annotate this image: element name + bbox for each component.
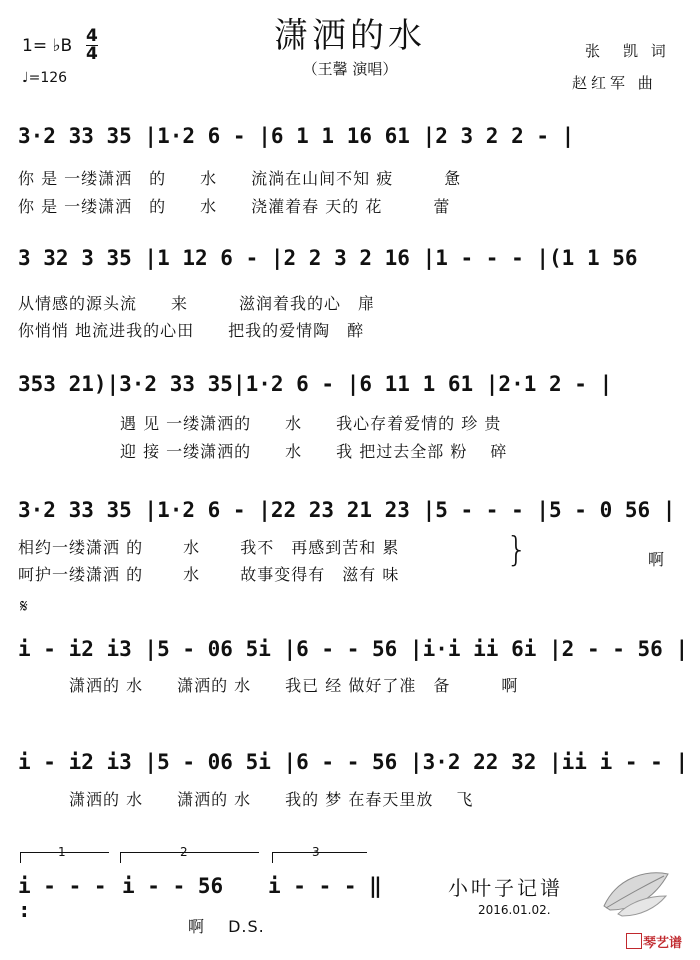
lyrics-3b: 迎 接 一缕潇洒的 水 我 把过去全部 粉 碎 (18, 442, 508, 461)
time-sig-bottom: 4 (86, 44, 98, 64)
transcriber-signature: 小叶子记谱 (448, 876, 563, 900)
volta-bracket-2 (120, 852, 259, 863)
score-line-7-ending-3: i - - - ‖ (268, 874, 382, 898)
lyricist-credit: 张 凯 词 (585, 42, 670, 60)
score-line-5: i - i2 i3 |5 - 06 5i |6 - - 56 |i·i ii 6i |2 - - 56 | (18, 637, 689, 661)
performer: （王馨 演唱） (302, 60, 398, 78)
lyrics-4b: 呵护一缕潇洒 的 水 故事变得有 滋有 味 (18, 565, 400, 584)
lyrics-4a: 相约一缕潇洒 的 水 我不 再感到苦和 累 (18, 538, 400, 557)
lyric-brace: } (506, 530, 528, 570)
volta-number-2: 2 (180, 845, 188, 859)
lyrics-2a: 从情感的源头流 来 滋润着我的心 扉 (18, 294, 376, 313)
time-signature (86, 28, 98, 63)
tempo-mark: ♩=126 (22, 70, 68, 86)
score-line-7-ending-1: i - - - : (18, 874, 107, 922)
time-sig-top: 4 (86, 26, 98, 46)
transcription-date: 2016.01.02. (478, 903, 551, 917)
score-line-2: 3 32 3 35 |1 12 6 - |2 2 3 2 16 |1 - - - |(1 1 56 (18, 246, 638, 270)
volta-number-1: 1 (58, 845, 66, 859)
lyrics-1a: 你 是 一缕潇洒 的 水 流淌在山间不知 疲 惫 (18, 169, 462, 188)
composer-credit: 赵红军 曲 (572, 74, 657, 92)
lyrics-5: 潇洒的 水 潇洒的 水 我已 经 做好了准 备 啊 (18, 676, 519, 695)
lyrics-4c: 啊 (648, 550, 666, 569)
score-line-3: 353 21)|3·2 33 35|1·2 6 - |6 11 1 61 |2·1 2 - | (18, 372, 613, 396)
site-logo: 琴艺谱 (643, 936, 683, 951)
volta-number-3: 3 (312, 845, 320, 859)
lyrics-6: 潇洒的 水 潇洒的 水 我的 梦 在春天里放 飞 (18, 790, 474, 809)
site-logo-icon (626, 933, 642, 949)
score-line-1: 3·2 33 35 |1·2 6 - |6 1 1 16 61 |2 3 2 2 - | (18, 124, 575, 148)
leaf-icon (596, 862, 676, 920)
score-line-4: 3·2 33 35 |1·2 6 - |22 23 21 23 |5 - - - |5 - 0 56 | (18, 498, 676, 522)
lyrics-3a: 遇 见 一缕潇洒的 水 我心存着爱情的 珍 贵 (18, 414, 502, 433)
score-line-6: i - i2 i3 |5 - 06 5i |6 - - 56 |3·2 22 32 |ii i - - | (18, 750, 689, 774)
song-title: 潇洒的水 (274, 16, 426, 56)
segno-sign: 𝄋 (20, 596, 28, 617)
lyrics-2b: 你悄悄 地流进我的心田 把我的爱情陶 醉 (18, 321, 365, 340)
score-line-7-ending-2: i - - 56 (122, 874, 224, 898)
lyrics-1b: 你 是 一缕潇洒 的 水 浇灌着春 天的 花 蕾 (18, 197, 451, 216)
key-signature: 1= ♭B (22, 36, 73, 56)
lyrics-7: 啊 D.S. (188, 917, 265, 936)
